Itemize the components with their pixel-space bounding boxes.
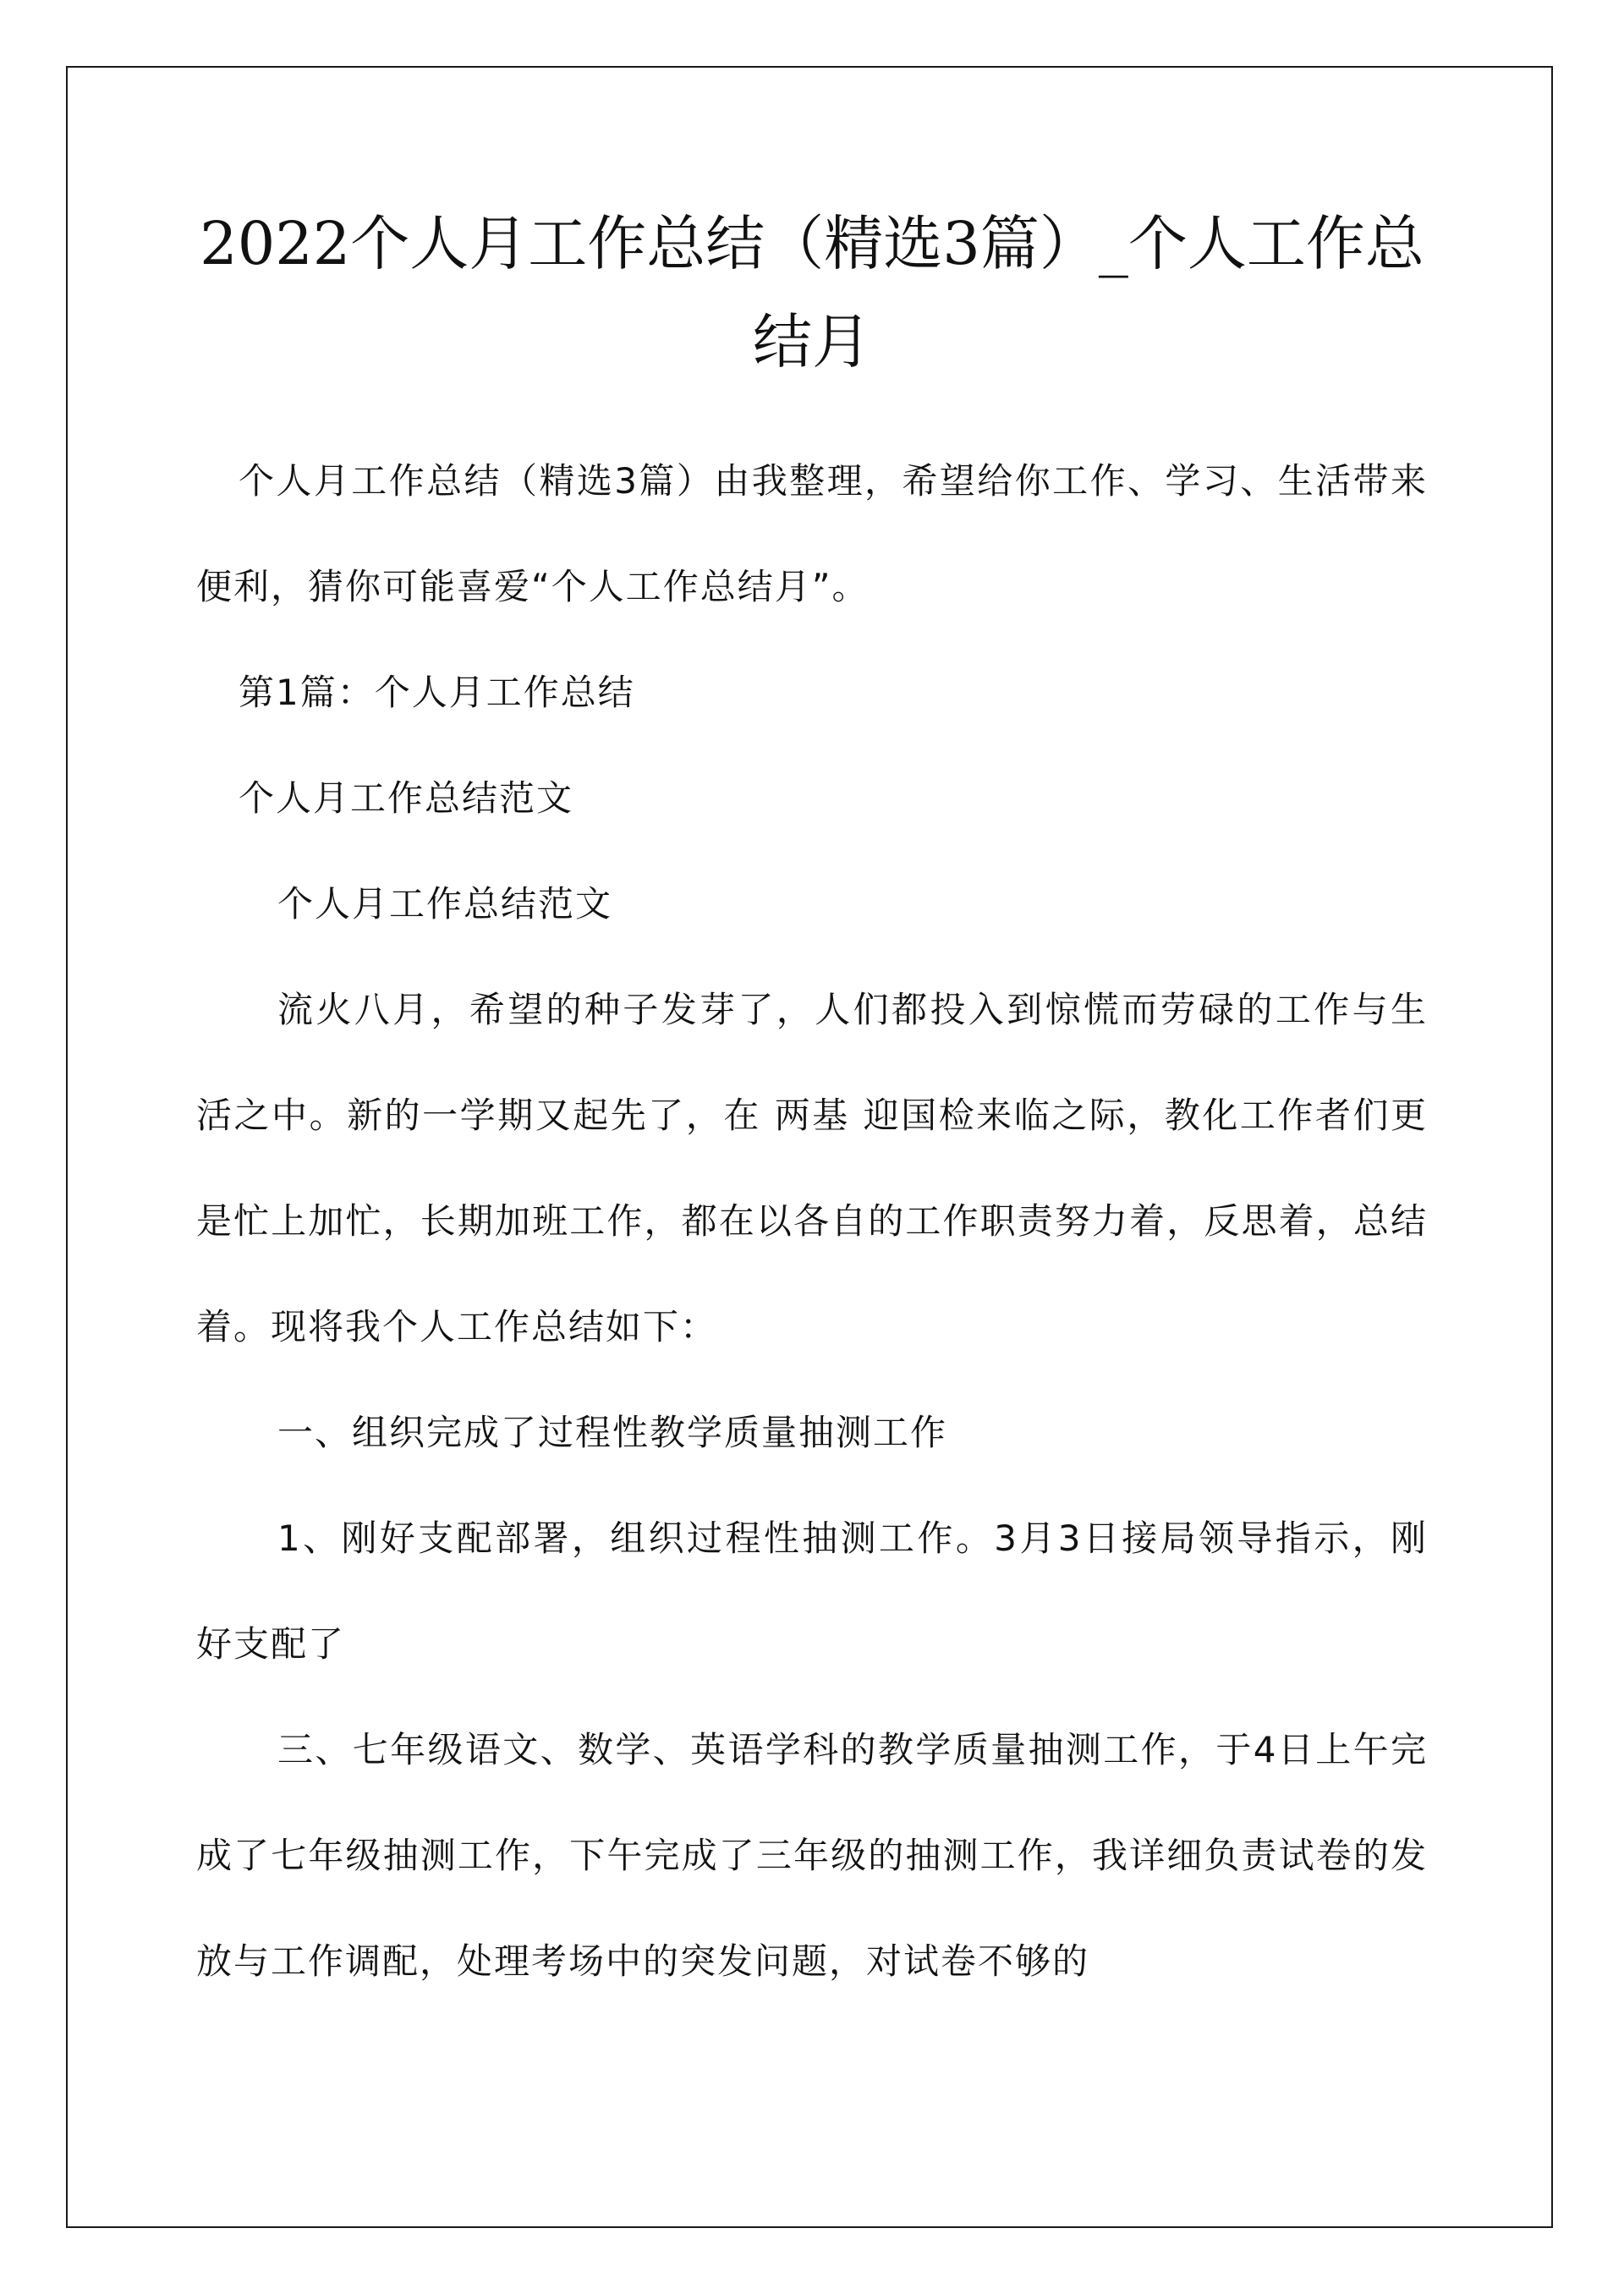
list-heading: 一、组织完成了过程性教学质量抽测工作 bbox=[277, 1412, 948, 1453]
subheading-repeat: 个人月工作总结范文 bbox=[277, 883, 613, 925]
intro-paragraph: 个人月工作总结（精选3篇）由我整理，希望给你工作、学习、生活带来便利，猜你可能喜爱“个人工作总结月”。 bbox=[196, 460, 1428, 607]
title-line-1: 2022个人月工作总结（精选3篇）_个人工作总 bbox=[200, 209, 1424, 278]
document-title bbox=[196, 195, 1428, 391]
document-body bbox=[196, 428, 1428, 2014]
body-paragraph: 三、七年级语文、数学、英语学科的教学质量抽测工作，于4日上午完成了七年级抽测工作，下午完成了三年级的抽测工作，我详细负责试卷的发放与工作调配，处理考场中的突发问题，对试卷不够的 bbox=[196, 1729, 1428, 1982]
body-paragraph: 流火八月，希望的种子发芽了，人们都投入到惊慌而劳碌的工作与生活之中。新的一学期又起先了，在 两基 迎国检来临之际，教化工作者们更是忙上加忙，长期加班工作，都在以各自的工作职责努力着，反思着，总结着。现将我个人工作总结如下： bbox=[196, 989, 1428, 1347]
subheading: 个人月工作总结范文 bbox=[239, 777, 574, 819]
title-line-2: 结月 bbox=[753, 307, 871, 376]
section-heading-1: 第1篇：个人月工作总结 bbox=[239, 672, 635, 713]
list-item: 1、刚好支配部署，组织过程性抽测工作。3月3日接局领导指示，刚好支配了 bbox=[196, 1517, 1428, 1665]
